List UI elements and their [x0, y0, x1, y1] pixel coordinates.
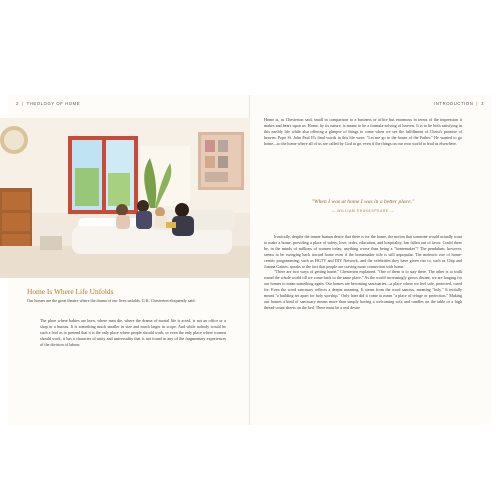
bedroom-photo — [0, 118, 250, 278]
right-paragraph-1: Home is, as Chesterton said, small in comparison to a business or office but enormous in terms of the impression it makes and bears upon us. Home, by its nature, is meant to be a formula-solving of heaven. It is to be both satisfying in this earthly life while also offering a glimpse of things to come when we see the fulfillment of Christ's promise of heaven. Pope St. John Paul II's final words in this life were: "Let me go to the house of the Father." He wanted to go home—to the home where all of us are called by God to go, even if the things on our own world to lead us elsewhere. — [264, 117, 462, 146]
pull-quote-attribution: — WILLIAM SHAKESPEARE — — [331, 209, 395, 213]
right-page-number: 3 — [481, 101, 484, 106]
section-subhead: Home Is Where Life Unfolds — [27, 287, 114, 296]
right-paragraph-2: Ironically, despite the innate human desire that there is for the home, the notion that someone would actually want to make a home, providing a place of safety, love, order, education, and hospitality, has fallen out of favor. Could there be, in the minds of millions of women today, anything worse than being a "homemaker"? The pendulum, however, seems to be swinging back toward home even if the homemaker title is still unpopular. The meteoric rise of home-centric programming, such as HGTV and DIY Network, and the celebrities they have given rise to, such as Chip and Joanna Gaines, speaks to the fact that people are craving more connection with home. — [264, 234, 462, 269]
left-page-number: 2 — [16, 101, 19, 106]
intro-paragraph: Our homes are the great theatre where the drama of our lives unfolds. G.K. Chesterton eloquently said: — [27, 298, 196, 303]
pull-quote-text: "When I was at home I was in a better place." — [311, 199, 415, 205]
right-body-container — [264, 234, 462, 311]
left-running-title: THEOLOGY OF HOME — [26, 101, 81, 106]
right-paragraph-3: "There are two ways of getting home," Chesterton explained. "One of them is to stay there. The other is to walk round the whole world till we come back to the same place." As the world increasingly grows distant, we are longing for our homes to mean something again. Our homes are becoming sanctuaries—a place where we feel safe, protected, cared for. Even the word sanctuary reflects a deeper meaning. It stems from the word sanctus, meaning "holy." It initially meant "a building set apart for holy worship." Only later did it come to mean "a place of refuge or protection." Making our homes a kind of sanctuary means more than simply having a welcoming sofa and candles on the table or a high thread-count sheets on the bed. There must be a real desire — [264, 269, 462, 310]
left-running-head: 2 | THEOLOGY OF HOME — [16, 101, 81, 106]
chesterton-blockquote: The place where babies are born, where men die, where the drama of mortal life is acted, is not an office or a shop or a bureau. It is something much smaller in size and much larger in scope. And while nobody would be such a fool as to pretend that it is the only place where people should work, or even the only place where women should work, it has a character of unity and universality that is not found in any of the fragmentary experiences of the division of labour. — [40, 318, 226, 347]
right-running-title: INTRODUCTION — [434, 101, 474, 106]
bedroom-illustration — [0, 118, 250, 278]
right-paragraph-1-container — [264, 117, 462, 147]
pull-quote — [264, 199, 462, 213]
right-running-head: INTRODUCTION | 3 — [434, 101, 484, 106]
